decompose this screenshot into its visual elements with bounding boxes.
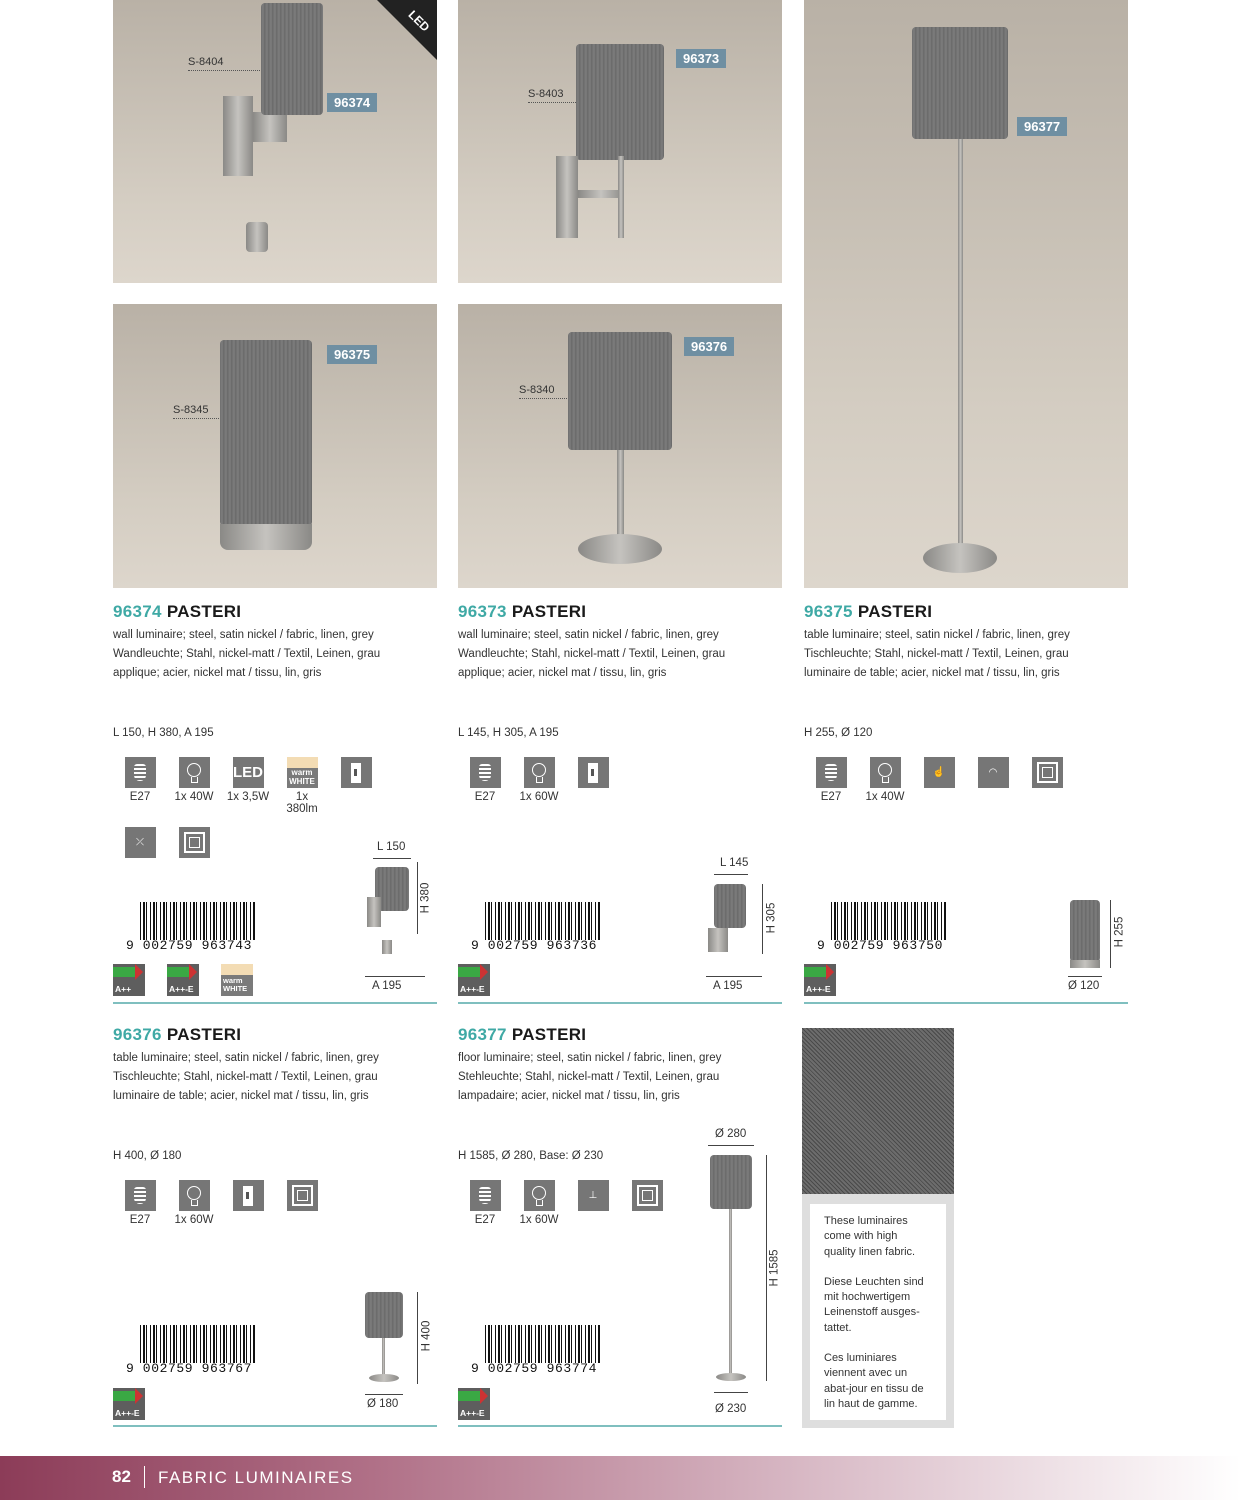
desc-de: Tischleuchte; Stahl, nickel-matt / Textil, Leinen, grau xyxy=(804,648,1069,660)
energy-label-icon: A++-E xyxy=(167,964,199,996)
desc-en: table luminaire; steel, satin nickel / fabric, linen, grey xyxy=(804,629,1070,641)
dimension-line xyxy=(714,874,748,875)
barcode xyxy=(817,902,947,953)
barcode-bars xyxy=(485,1325,601,1363)
drawing-side-label: H 400 xyxy=(420,1320,433,1352)
dimension-line xyxy=(365,976,425,977)
arm xyxy=(253,112,287,142)
note-fr: Ces luminiares viennent avec un abat-jour en tissu de lin haut de gamme. xyxy=(824,1352,924,1410)
drawing-side-label: H 380 xyxy=(419,882,432,914)
protection-class-2-icon xyxy=(179,827,210,858)
dimension-line xyxy=(708,1145,754,1146)
product-name: PASTERI xyxy=(511,602,587,621)
desc-fr: luminaire de table; acier, nickel mat / tissu, lin, gris xyxy=(804,667,1060,679)
lamp-shade xyxy=(576,44,664,160)
feature-icons xyxy=(113,757,383,815)
divider xyxy=(804,1002,1128,1004)
dimensions: H 1585, Ø 280, Base: Ø 230 xyxy=(458,1150,604,1162)
base xyxy=(923,543,997,573)
footer-separator xyxy=(144,1466,145,1488)
dimension-line xyxy=(1110,900,1111,968)
spare-part-label: S-8404 xyxy=(188,56,298,71)
protection-class-2-icon xyxy=(1032,757,1063,788)
dimension-line xyxy=(714,1392,748,1393)
barcode-number: 9 002759 963767 xyxy=(126,1361,253,1376)
energy-labels xyxy=(804,964,858,996)
icon-cord-switch xyxy=(221,1180,275,1226)
pole xyxy=(958,139,963,551)
icon-foot-switch xyxy=(566,1180,620,1226)
energy-labels xyxy=(458,964,512,996)
icon-warm-white: warm WHITE 1x 380lm xyxy=(275,757,329,815)
photo-96373 xyxy=(458,0,782,283)
dimension-line xyxy=(762,884,763,954)
dimension-drawing xyxy=(355,840,445,995)
product-name: PASTERI xyxy=(511,1025,587,1044)
icon-flexible-arm xyxy=(113,827,167,861)
barcode-number: 9 002759 963736 xyxy=(471,938,598,953)
photo-96375 xyxy=(113,304,437,588)
drawing-spot xyxy=(382,940,392,954)
base xyxy=(578,534,662,564)
led-icon: LED xyxy=(233,757,264,788)
desc-de: Wandleuchte; Stahl, nickel-matt / Textil, Leinen, grau xyxy=(113,648,381,660)
desc-de: Tischleuchte; Stahl, nickel-matt / Textil, Leinen, grau xyxy=(113,1071,378,1083)
drawing-top-label: Ø 280 xyxy=(715,1128,747,1140)
energy-label-icon: A++ xyxy=(113,964,145,996)
barcode xyxy=(126,902,256,953)
e27-icon xyxy=(125,1180,156,1211)
desc-en: table luminaire; steel, satin nickel / fabric, linen, grey xyxy=(113,1052,379,1064)
desc-fr: luminaire de table; acier, nickel mat / tissu, lin, gris xyxy=(113,1090,369,1102)
barcode-number: 9 002759 963774 xyxy=(471,1361,598,1376)
photo-96376 xyxy=(458,304,782,588)
protection-class-2-icon xyxy=(632,1180,663,1211)
product-title xyxy=(113,1025,443,1045)
product-description xyxy=(458,626,788,683)
product-tag: 96377 xyxy=(1017,117,1067,136)
drawing-shade xyxy=(714,884,746,928)
bulb-icon xyxy=(524,1180,555,1211)
product-description xyxy=(113,1049,443,1106)
e27-icon xyxy=(125,757,156,788)
feature-icons xyxy=(113,1180,329,1226)
dimension-line xyxy=(1068,976,1102,977)
product-number: 96375 xyxy=(804,602,853,621)
drawing-shade xyxy=(1070,900,1100,962)
dimensions: H 400, Ø 180 xyxy=(113,1150,182,1162)
feature-icons xyxy=(804,757,1074,803)
dimension-line xyxy=(766,1155,767,1381)
drawing-bottom-label: Ø 230 xyxy=(715,1403,747,1415)
energy-labels xyxy=(113,1388,167,1420)
spare-part-label: S-8340 xyxy=(519,384,629,399)
icon-socket: E27 xyxy=(458,1180,512,1226)
dimension-drawing xyxy=(700,856,790,996)
warm-white-icon: warm WHITE xyxy=(287,757,318,788)
product-tag: 96373 xyxy=(676,49,726,68)
desc-fr: lampadaire; acier, nickel mat / tissu, lin, gris xyxy=(458,1090,680,1102)
fabric-note xyxy=(810,1204,946,1420)
drawing-base xyxy=(1070,960,1100,968)
energy-labels xyxy=(458,1388,512,1420)
linen-texture-image xyxy=(802,1028,954,1194)
reading-spot xyxy=(246,222,268,252)
icon-protection-class xyxy=(275,1180,329,1226)
barcode-bars xyxy=(140,902,256,940)
dimension-drawing xyxy=(700,1128,790,1420)
product-title xyxy=(804,602,1134,622)
photo-96377 xyxy=(804,0,1128,588)
lamp-shade xyxy=(261,3,323,115)
drawing-base xyxy=(716,1373,746,1381)
feature-icons-2 xyxy=(113,827,221,861)
icon-socket: E27 xyxy=(113,757,167,815)
product-title xyxy=(113,602,443,622)
divider xyxy=(113,1425,437,1427)
stem xyxy=(618,156,624,238)
product-96373 xyxy=(458,602,788,683)
barcode-number: 9 002759 963743 xyxy=(126,938,253,953)
dimension-drawing xyxy=(355,1288,445,1420)
drawing-bottom-label: A 195 xyxy=(372,980,402,992)
product-description xyxy=(113,626,443,683)
note-de: Diese Leuchten sind mit hochwertigem Leinenstoff ausges-tattet. xyxy=(824,1275,924,1334)
divider xyxy=(458,1425,782,1427)
dimension-line xyxy=(417,862,418,934)
barcode xyxy=(471,902,601,953)
barcode-bars xyxy=(140,1325,256,1363)
icon-dimmer xyxy=(966,757,1020,803)
product-name: PASTERI xyxy=(166,602,242,621)
icon-switch xyxy=(329,757,383,815)
drawing-base xyxy=(369,1374,399,1382)
feature-icons xyxy=(458,757,620,803)
product-tag: 96374 xyxy=(327,93,377,112)
bulb-icon xyxy=(179,1180,210,1211)
barcode xyxy=(126,1325,256,1376)
barcode xyxy=(471,1325,601,1376)
product-96376 xyxy=(113,1025,443,1106)
icon-socket: E27 xyxy=(113,1180,167,1226)
dimension-line xyxy=(365,1394,403,1395)
led-corner-label: LED xyxy=(405,7,433,35)
product-96375 xyxy=(804,602,1134,683)
product-title xyxy=(458,1025,788,1045)
protection-class-2-icon xyxy=(287,1180,318,1211)
foot-switch-icon: ⊥ xyxy=(578,1180,609,1211)
drawing-bottom-label: A 195 xyxy=(713,980,743,992)
icon-wattage: 1x 40W xyxy=(858,757,912,803)
flexible-arm-icon: ⤫ xyxy=(125,827,156,858)
dimensions: L 150, H 380, A 195 xyxy=(113,727,214,739)
base xyxy=(220,524,312,550)
e27-icon xyxy=(470,1180,501,1211)
product-title xyxy=(458,602,788,622)
icon-wattage: 1x 60W xyxy=(512,1180,566,1226)
icon-protection-class xyxy=(620,1180,674,1226)
e27-icon xyxy=(470,757,501,788)
drawing-arm xyxy=(708,928,728,952)
lamp-shade xyxy=(568,332,672,450)
icon-wattage: 1x 60W xyxy=(512,757,566,803)
desc-en: wall luminaire; steel, satin nickel / fabric, linen, grey xyxy=(113,629,374,641)
product-name: PASTERI xyxy=(857,602,933,621)
product-96374 xyxy=(113,602,443,683)
divider xyxy=(113,1002,437,1004)
energy-label-icon: A++-E xyxy=(458,1388,490,1420)
icon-protection-class xyxy=(1020,757,1074,803)
bulb-icon xyxy=(870,757,901,788)
dimensions: L 145, H 305, A 195 xyxy=(458,727,559,739)
product-96377 xyxy=(458,1025,788,1106)
desc-fr: applique; acier, nickel mat / tissu, lin, gris xyxy=(113,667,322,679)
photo-96374 xyxy=(113,0,437,283)
product-number: 96373 xyxy=(458,602,507,621)
stem xyxy=(617,450,624,538)
note-en: These luminaires come with high quality linen fabric. xyxy=(824,1215,916,1258)
barcode-bars xyxy=(831,902,947,940)
product-description xyxy=(804,626,1134,683)
wall-plate xyxy=(556,156,578,238)
desc-en: floor luminaire; steel, satin nickel / fabric, linen, grey xyxy=(458,1052,722,1064)
icon-led: LED 1x 3,5W xyxy=(221,757,275,815)
product-number: 96376 xyxy=(113,1025,162,1044)
page-footer xyxy=(0,1456,1241,1500)
product-tag: 96376 xyxy=(684,337,734,356)
desc-de: Stehleuchte; Stahl, nickel-matt / Textil, Leinen, grau xyxy=(458,1071,720,1083)
product-number: 96377 xyxy=(458,1025,507,1044)
wall-plate xyxy=(223,96,253,176)
drawing-bottom-label: Ø 180 xyxy=(367,1398,399,1410)
drawing-arm xyxy=(367,897,381,927)
touch-dimmer-icon: ☝ xyxy=(924,757,955,788)
product-name: PASTERI xyxy=(166,1025,242,1044)
icon-socket: E27 xyxy=(804,757,858,803)
drawing-stem xyxy=(382,1338,385,1376)
icon-socket: E27 xyxy=(458,757,512,803)
drawing-side-label: H 255 xyxy=(1113,916,1126,948)
energy-labels xyxy=(113,964,275,996)
icon-touch-dimmer xyxy=(912,757,966,803)
dimmer-arc-icon: ◠ xyxy=(978,757,1009,788)
product-tag: 96375 xyxy=(327,345,377,364)
drawing-shade xyxy=(365,1292,403,1338)
icon-switch xyxy=(566,757,620,803)
product-number: 96374 xyxy=(113,602,162,621)
desc-en: wall luminaire; steel, satin nickel / fabric, linen, grey xyxy=(458,629,719,641)
warm-white-icon: warm WHITE xyxy=(221,964,253,996)
drawing-bottom-label: Ø 120 xyxy=(1068,980,1100,992)
lamp-shade xyxy=(220,340,312,526)
e27-icon xyxy=(816,757,847,788)
desc-fr: applique; acier, nickel mat / tissu, lin, gris xyxy=(458,667,667,679)
drawing-side-label: H 1585 xyxy=(768,1249,781,1287)
icon-protection-class xyxy=(167,827,221,861)
switch-icon xyxy=(341,757,372,788)
spare-part-label: S-8345 xyxy=(173,404,283,419)
led-corner-badge xyxy=(377,0,437,60)
cord-switch-icon xyxy=(233,1180,264,1211)
page-number: 82 xyxy=(112,1467,131,1486)
dimension-line xyxy=(706,976,762,977)
drawing-top-label: L 150 xyxy=(377,841,406,853)
product-description xyxy=(458,1049,788,1106)
icon-wattage: 1x 60W xyxy=(167,1180,221,1226)
drawing-pole xyxy=(729,1209,732,1375)
bulb-icon xyxy=(179,757,210,788)
fabric-swatch-panel xyxy=(802,1028,954,1428)
dimension-drawing xyxy=(1060,896,1140,996)
icon-wattage: 1x 40W xyxy=(167,757,221,815)
section-title: FABRIC LUMINAIRES xyxy=(158,1468,354,1487)
dimensions: H 255, Ø 120 xyxy=(804,727,873,739)
lamp-shade xyxy=(912,27,1008,139)
feature-icons xyxy=(458,1180,674,1226)
bulb-icon xyxy=(524,757,555,788)
spare-part-label: S-8403 xyxy=(528,88,638,103)
energy-label-icon: A++-E xyxy=(113,1388,145,1420)
barcode-number: 9 002759 963750 xyxy=(817,938,944,953)
divider xyxy=(458,1002,782,1004)
energy-label-icon: A++-E xyxy=(804,964,836,996)
drawing-side-label: H 305 xyxy=(765,902,778,934)
dimension-line xyxy=(417,1292,418,1384)
dimension-line xyxy=(373,858,411,859)
drawing-shade xyxy=(710,1155,752,1209)
drawing-top-label: L 145 xyxy=(720,857,749,869)
energy-label-icon: A++-E xyxy=(458,964,490,996)
barcode-bars xyxy=(485,902,601,940)
switch-icon xyxy=(578,757,609,788)
desc-de: Wandleuchte; Stahl, nickel-matt / Textil, Leinen, grau xyxy=(458,648,726,660)
